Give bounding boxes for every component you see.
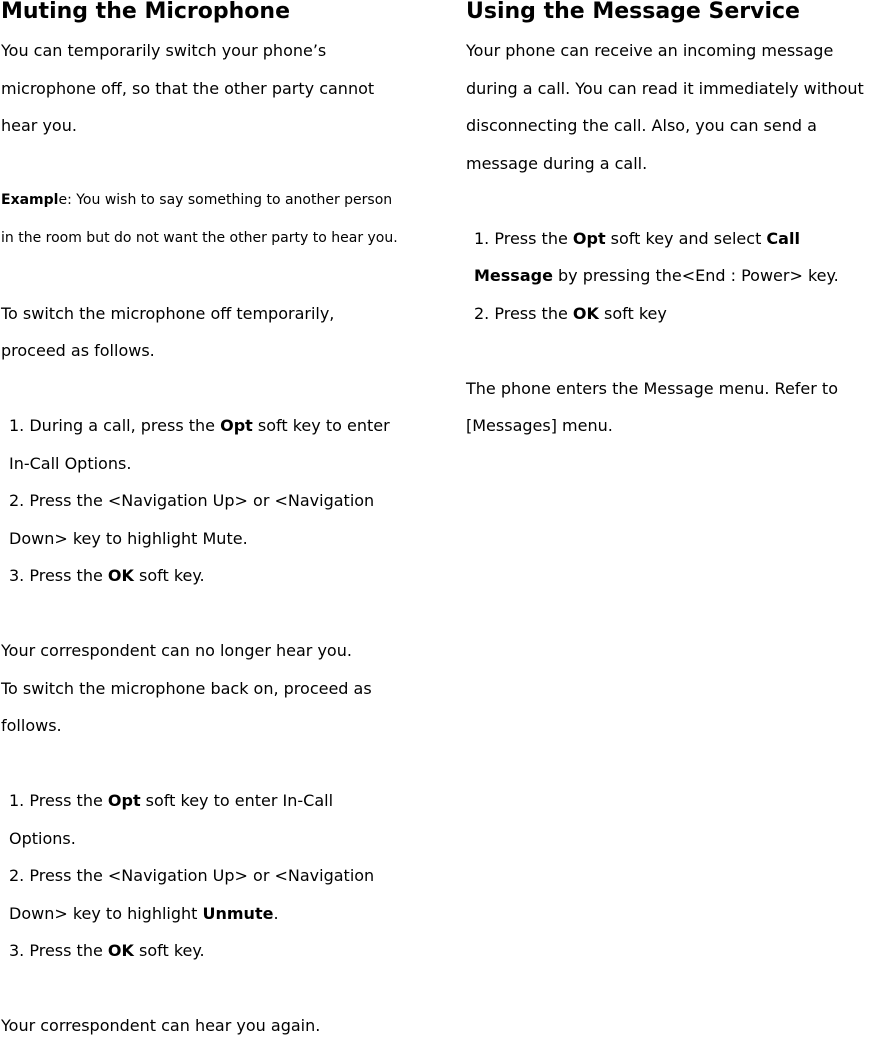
hear-again: Your correspondent can hear you again. [1,1016,321,1035]
intro-line-1: You can temporarily switch your phone’s [1,41,327,60]
intro-line-3: hear you. [1,116,77,135]
switch-on-line-2: follows. [1,716,62,735]
step-off-2: 2. Press the <Navigation Up> or <Navigation Down> key to highlight Mute. [9,491,375,548]
intro-line-2: microphone off, so that the other party cannot [1,78,375,98]
msg-outro-line-2: [Messages] menu. [466,416,613,435]
step-on-1: 1. Press the Opt soft key to enter In-Call Options. [9,791,334,848]
no-longer-hear: Your correspondent can no longer hear you. [1,641,352,660]
switch-off-line-2: proceed as follows. [1,341,155,360]
step-off-3: 3. Press the OK soft key. [9,566,205,585]
example-line-1 [1,182,431,220]
msg-intro-line-3: disconnecting the call. Also, you can send a [466,116,817,135]
msg-step-1: 1. Press the Opt soft key and select Call Message by pressing the<End : Power> key. [474,228,839,285]
msg-outro-line-1: The phone enters the Message menu. Refer to [466,378,838,398]
msg-intro-line-1: Your phone can receive an incoming message [466,41,834,60]
section-title-message: Using the Message Service [466,0,800,24]
step-on-3: 3. Press the OK soft key. [9,941,205,960]
msg-intro-line-2: during a call. You can read it immediately without [466,78,864,98]
step-off-1: 1. During a call, press the Opt soft key to enter In-Call Options. [9,416,390,473]
example-text: e: You wish to say something to another person [58,192,393,208]
switch-off-line-1: To switch the microphone off temporarily, [1,303,335,323]
step-on-2: 2. Press the <Navigation Up> or <Navigation Down> key to highlight Unmute. [9,866,375,923]
example-line-2: in the room but do not want the other party to hear you. [1,229,398,246]
switch-on-line-1: To switch the microphone back on, proceed as [1,678,372,698]
msg-intro-line-4: message during a call. [466,153,648,173]
section-title-muting: Muting the Microphone [1,0,290,24]
example-label: Exampl [1,192,59,208]
msg-step-2: 2. Press the OK soft key [474,303,667,323]
left-column [1,0,431,1045]
right-column [466,0,883,445]
